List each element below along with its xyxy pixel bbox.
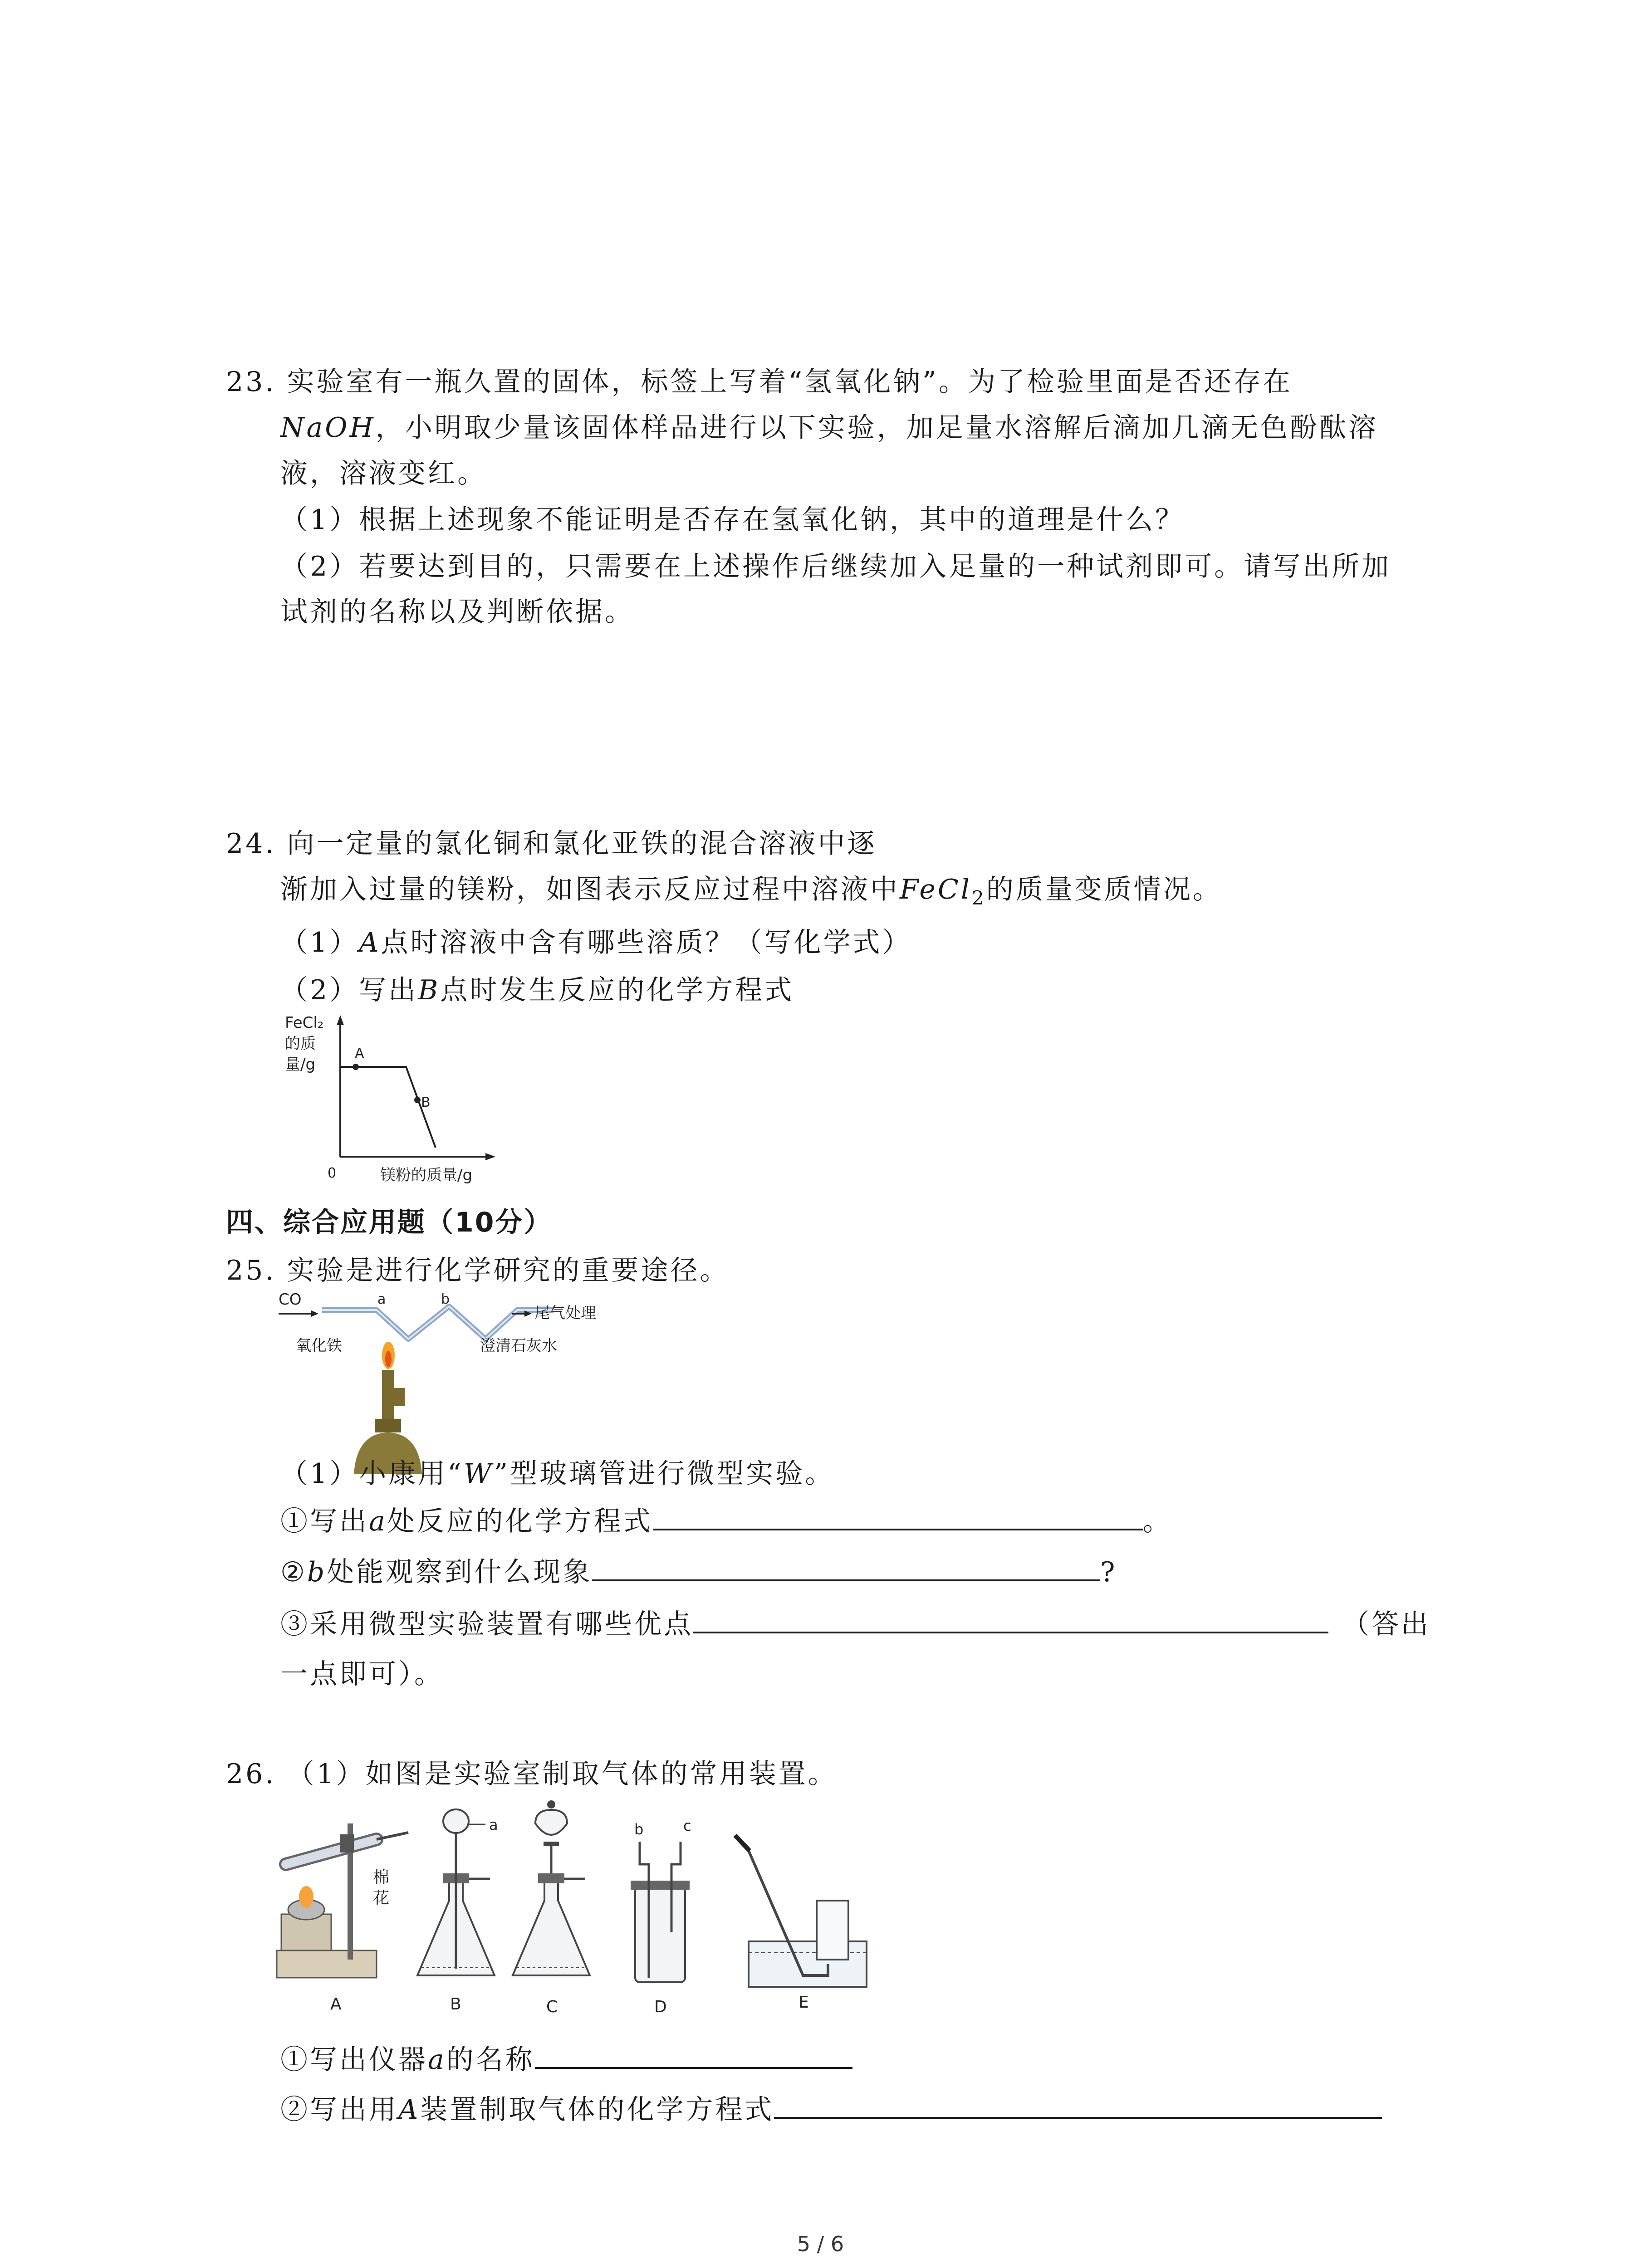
- tail-gas-label: 尾气处理: [534, 1304, 596, 1322]
- point-b-marker: [414, 1097, 421, 1103]
- apparatus-label-d: D: [654, 1998, 667, 2016]
- q23-line-1: 23. 实验室有一瓶久置的固体，标签上写着“氢氧化钠”。为了检验里面是否还存在: [226, 366, 1293, 398]
- q26-item-1-post: 的名称: [446, 2044, 535, 2076]
- instrument-a-label: a: [489, 1816, 498, 1833]
- q23-line-3: 液，溶液变红。: [280, 458, 487, 489]
- co-arrowhead: [311, 1310, 318, 1317]
- apparatus-label-c: C: [546, 1998, 558, 2016]
- q25-item-3-end: （答出: [1342, 1608, 1430, 1640]
- b-var: b: [307, 1556, 327, 1588]
- graph-ylabel-3: 量/g: [285, 1056, 316, 1074]
- cotton-label-1: 棉: [373, 1868, 390, 1887]
- q26-item-2-post: 装置制取气体的化学方程式: [420, 2094, 774, 2126]
- lamp-collar: [375, 1419, 401, 1432]
- q25-item-1: [280, 1505, 1172, 1538]
- graph-ylabel-2: 的质: [285, 1035, 316, 1053]
- q24-part-1: [280, 926, 912, 959]
- naoh-formula: NaOH: [280, 412, 376, 444]
- q24-part-2-pre: （2）写出: [280, 974, 418, 1006]
- q25-item-1-end: 。: [1142, 1505, 1172, 1537]
- q25-item-2-pre: ②: [280, 1556, 307, 1588]
- answer-blank-b-phenomenon[interactable]: [592, 1576, 1100, 1581]
- flame-inner: [385, 1351, 392, 1367]
- answer-blank-a-equation[interactable]: [653, 1525, 1143, 1530]
- q24-part-1-post: 点时溶液中含有哪些溶质？（写化学式）: [381, 927, 912, 958]
- q25-item-2-end: ?: [1100, 1556, 1117, 1588]
- lamp-neck: [382, 1370, 394, 1420]
- q24-part-2: [280, 974, 794, 1007]
- q24-part-1-pre: （1）: [280, 927, 359, 958]
- w-tube-apparatus: [272, 1288, 626, 1479]
- q25-part-1-post: ”型玻璃管进行微型实验。: [494, 1458, 835, 1490]
- answer-blank-instrument-name[interactable]: [535, 2063, 852, 2069]
- q25-item-3-text: ③采用微型实验装置有哪些优点: [280, 1608, 693, 1640]
- w-glass-tube: [322, 1306, 554, 1339]
- q24-line-2-pre: 渐加入过量的镁粉，如图表示反应过程中溶液中: [280, 874, 900, 905]
- graph-point-b-label: B: [421, 1095, 431, 1110]
- fecl2-mass-graph: [277, 1007, 513, 1188]
- graph-ylabel-1: FeCl₂: [285, 1014, 324, 1032]
- q26-line-1: 26. （1）如图是实验室制取气体的常用装置。: [226, 1758, 838, 1790]
- q25-line-1: 25. 实验是进行化学研究的重要途径。: [226, 1255, 730, 1286]
- q23-part-2-cont: 试剂的名称以及判断依据。: [280, 596, 634, 628]
- instrument-a-var: a: [428, 2044, 446, 2076]
- q25-part-1: [280, 1457, 834, 1490]
- fecl2-subscript: 2: [971, 887, 986, 909]
- graph-point-a-label: A: [355, 1046, 364, 1061]
- q26-item-1: [280, 2043, 852, 2076]
- w-var: W: [463, 1458, 494, 1490]
- point-a-var: A: [359, 927, 381, 958]
- apparatus-c: [513, 1800, 590, 1975]
- apparatus-d: [631, 1842, 690, 1982]
- apparatus-label-a: A: [330, 1995, 342, 2014]
- q25-item-3-cont: 一点即可）。: [280, 1658, 444, 1690]
- apparatus-b: [417, 1809, 495, 1975]
- q24-line-2: [280, 873, 1222, 914]
- point-a-fig-label: a: [377, 1291, 386, 1307]
- section-4-heading: 四、综合应用题（10分）: [226, 1207, 553, 1238]
- q26-item-2-pre: ②写出用: [280, 2094, 398, 2126]
- page-number: 5 / 6: [797, 2232, 844, 2256]
- answer-blank-advantages[interactable]: [693, 1628, 1328, 1633]
- graph-xlabel: 镁粉的质量/g: [380, 1166, 473, 1184]
- graph-origin: 0: [328, 1165, 337, 1181]
- x-axis-arrow: [485, 1153, 495, 1160]
- q25-item-1-post: 处反应的化学方程式: [387, 1505, 653, 1537]
- tube-b-label: b: [634, 1821, 644, 1838]
- q25-item-2-post: 处能观察到什么现象: [327, 1556, 593, 1588]
- apparatus-label-b: B: [450, 1995, 461, 2014]
- q23-part-1: （1）根据上述现象不能证明是否存在氢氧化钠，其中的道理是什么？: [280, 504, 1185, 536]
- limewater-label: 澄清石灰水: [480, 1337, 557, 1355]
- iron-oxide-label: 氧化铁: [296, 1337, 342, 1355]
- q24-part-2-post: 点时发生反应的化学方程式: [440, 974, 794, 1006]
- y-axis-arrow: [337, 1015, 344, 1025]
- q26-item-1-pre: ①写出仪器: [280, 2044, 428, 2076]
- a-var: a: [369, 1505, 387, 1537]
- point-b-fig-label: b: [441, 1291, 450, 1307]
- q25-item-1-pre: ①写出: [280, 1505, 369, 1537]
- apparatus-label-e: E: [798, 1993, 809, 2012]
- q24-line-2-post: 的质量变质情况。: [986, 874, 1222, 905]
- tube-c-label: c: [683, 1817, 691, 1834]
- q24-line-1: 24. 向一定量的氯化铜和氯化亚铁的混合溶液中逐: [226, 828, 877, 860]
- q25-part-1-pre: （1）小康用“: [280, 1458, 464, 1490]
- fecl2-formula: FeCl: [900, 874, 972, 905]
- gas-apparatus-figure: [272, 1796, 916, 2041]
- q23-part-2: （2）若要达到目的，只需要在上述操作后继续加入足量的一种试剂即可。请写出所加: [280, 551, 1391, 582]
- apparatus-e: [735, 1835, 867, 1987]
- cotton-label-2: 花: [373, 1889, 390, 1907]
- point-b-var: B: [418, 974, 441, 1006]
- apparatus-a-var: A: [398, 2094, 421, 2126]
- q25-item-3: [280, 1608, 1430, 1641]
- lamp-valve: [394, 1388, 405, 1406]
- q25-item-2: [280, 1556, 1117, 1589]
- point-a-marker: [353, 1064, 359, 1070]
- answer-blank-gas-equation[interactable]: [774, 2113, 1382, 2119]
- co-label: CO: [279, 1290, 302, 1309]
- q23-line-2: [280, 411, 1378, 444]
- q26-item-2: [280, 2093, 1382, 2126]
- q23-line-2-text: ，小明取少量该固体样品进行以下实验，加足量水溶解后滴加几滴无色酚酞溶: [375, 412, 1378, 444]
